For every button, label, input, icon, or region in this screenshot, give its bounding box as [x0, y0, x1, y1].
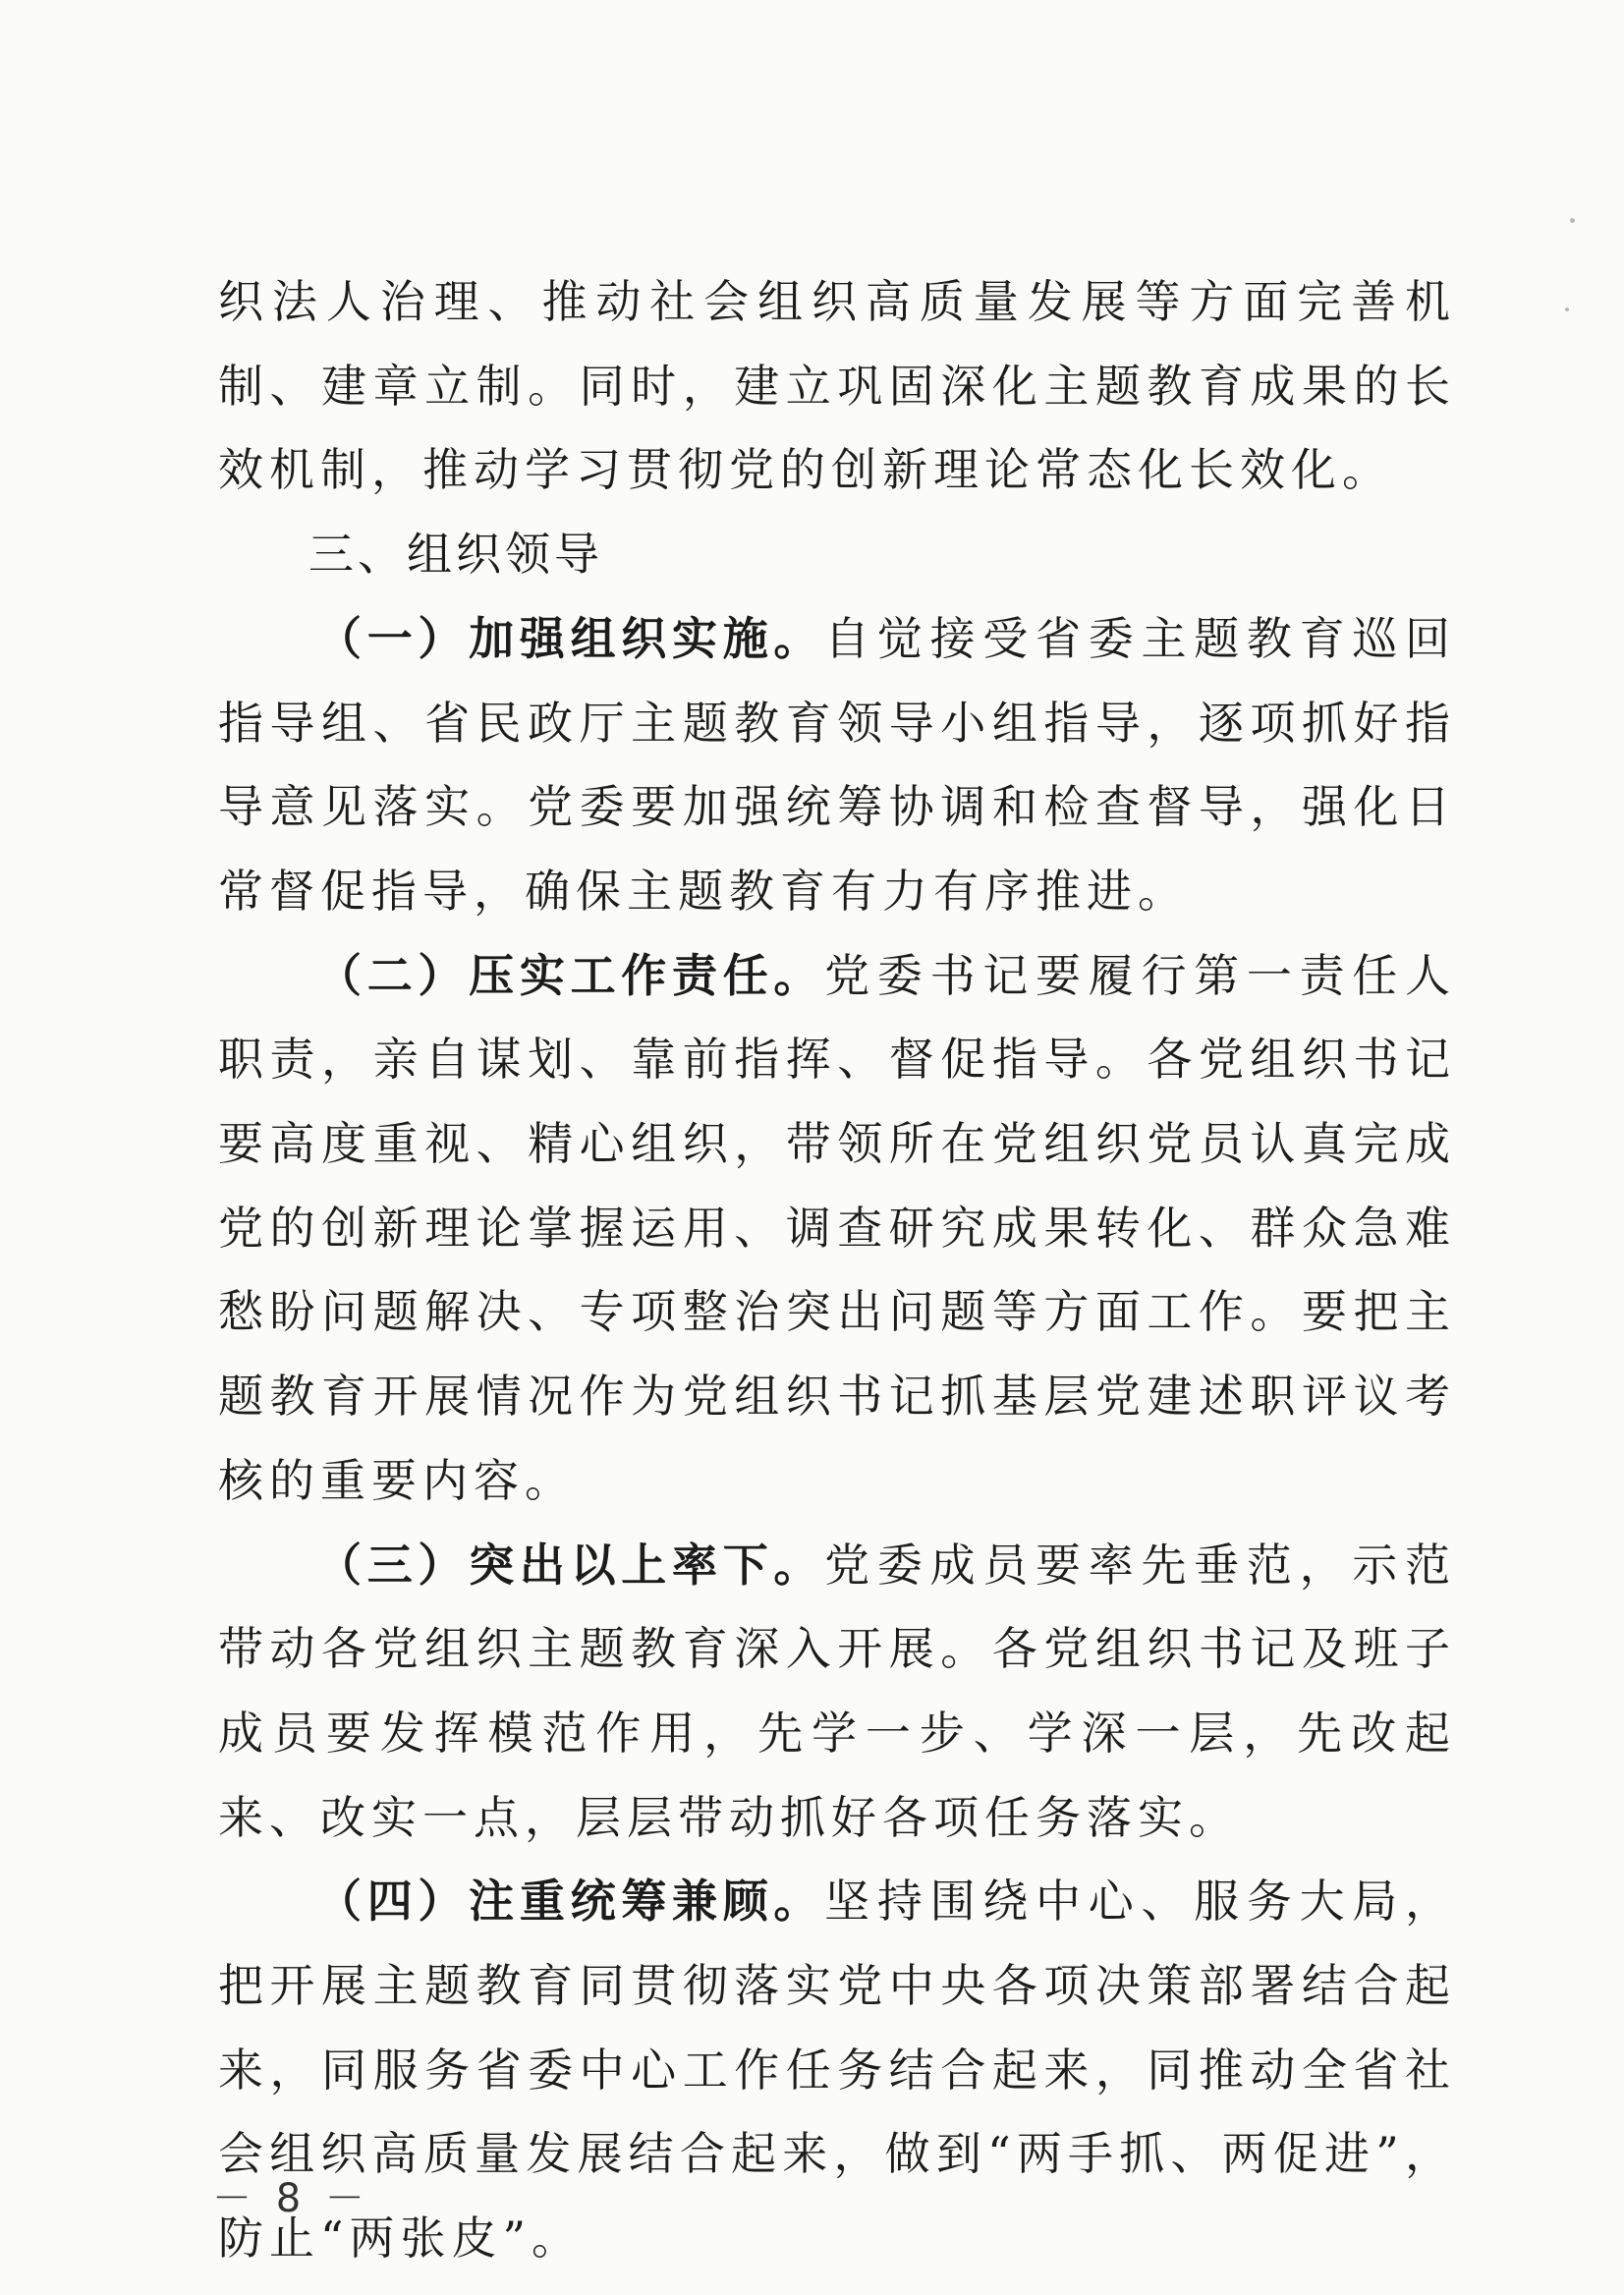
- section-heading: [218, 513, 1456, 597]
- item-text-4: 坚持围绕中心、服务大局，把开展主题教育同贯彻落实党中央各项决策部署结合起来，同服务省委中心工作任务结合起来，同推动全省社会组织高质量发展结合起来，做到“两手抓、两促进”，防止“两张皮”。: [218, 1875, 1457, 2266]
- item-lead-2: （二）压实工作责任。: [316, 948, 825, 1002]
- paragraph-item-4: [218, 1860, 1456, 2281]
- item-lead-4: （四）注重统筹兼顾。: [316, 1875, 825, 1929]
- item-text-1: 自觉接受省委主题教育巡回指导组、省民政厅主题教育领导小组指导，逐项抓好指导意见落实。党委要加强统筹协调和检查督导，强化日常督促指导，确保主题教育有力有序推进。: [218, 611, 1457, 918]
- page-number: － 8 －: [212, 2176, 370, 2221]
- scan-speck: [1570, 218, 1575, 223]
- document-body: [218, 260, 1456, 2281]
- scan-speck: [1565, 308, 1569, 311]
- paragraph-continuation: [218, 260, 1456, 513]
- item-lead-3: （三）突出以上率下。: [316, 1538, 825, 1592]
- item-text-2: 党委书记要履行第一责任人职责，亲自谋划、靠前指挥、督促指导。各党组织书记要高度重视、精心组织，带领所在党组织党员认真完成党的创新理论掌握运用、调查研究成果转化、群众急难愁盼问题解决、专项整治突出问题等方面工作。要把主题教育开展情况作为党组织书记抓基层党建述职评议考核的重要内容。: [218, 948, 1457, 1507]
- item-lead-1: （一）加强组织实施。: [316, 611, 825, 665]
- paragraph-text: 织法人治理、推动社会组织高质量发展等方面完善机制、建章立制。同时，建立巩固深化主题教育成果的长效机制，推动学习贯彻党的创新理论常态化长效化。: [218, 275, 1456, 497]
- section-heading-text: 三、组织领导: [308, 528, 603, 582]
- item-text-3: 党委成员要率先垂范，示范带动各党组织主题教育深入开展。各党组织书记及班子成员要发挥模范作用，先学一步、学深一层，先改起来、改实一点，层层带动抓好各项任务落实。: [218, 1538, 1457, 1844]
- paragraph-item-2: [218, 934, 1456, 1524]
- paragraph-item-3: [218, 1524, 1456, 1861]
- paragraph-item-1: [218, 597, 1456, 934]
